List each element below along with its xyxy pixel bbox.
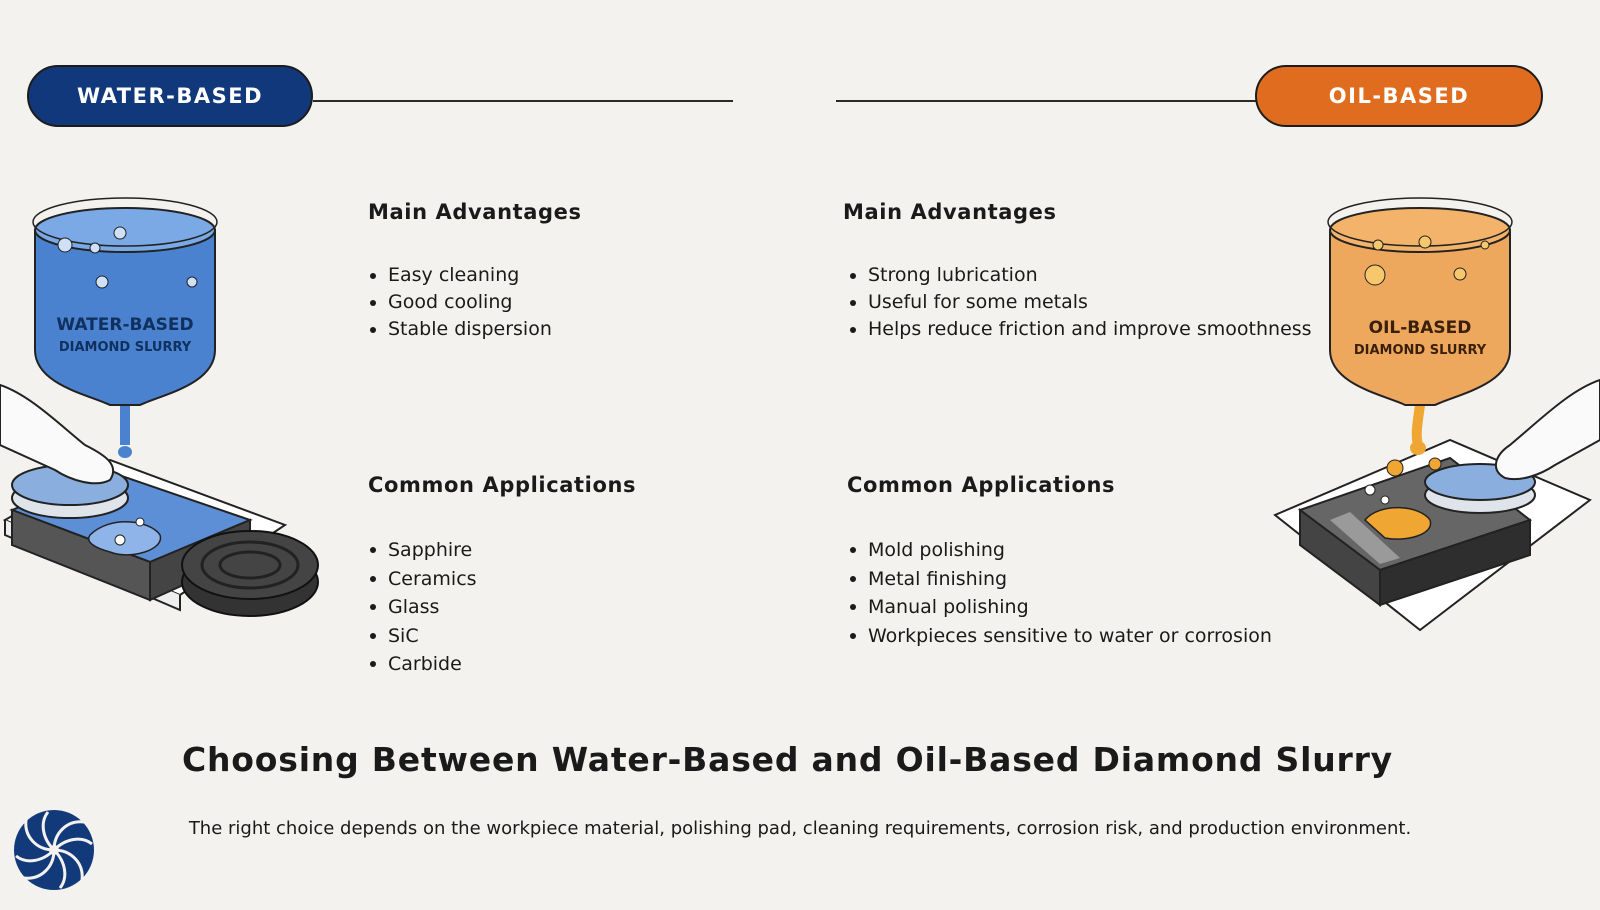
list-item: Ceramics [368,565,477,594]
list-item: Good cooling [368,289,552,316]
list-item: Sapphire [368,536,477,565]
list-item: Glass [368,593,477,622]
list-item: Carbide [368,650,477,679]
list-item: Workpieces sensitive to water or corrosion [848,622,1272,651]
header-divider-right [836,100,1256,102]
list-item: Manual polishing [848,593,1272,622]
page-title: Choosing Between Water-Based and Oil-Based Diamond Slurry [182,740,1393,779]
oil-advantages-heading: Main Advantages [843,200,1057,224]
oil-based-badge: OIL-BASED [1255,65,1543,127]
water-slurry-illustration-icon [0,190,330,650]
header-divider-left [313,100,733,102]
list-item: Helps reduce friction and improve smoothness [848,316,1312,343]
water-beaker-sublabel: DIAMOND SLURRY [58,340,192,355]
water-applications-heading: Common Applications [368,473,637,497]
list-item: SiC [368,622,477,651]
water-advantages-list [368,262,552,343]
oil-beaker-label: OIL-BASED [1368,318,1472,338]
oil-advantages-list [848,262,1312,343]
water-beaker-label: WATER-BASED [56,315,194,335]
oil-beaker-sublabel: DIAMOND SLURRY [1353,343,1487,358]
list-item: Metal finishing [848,565,1272,594]
oil-applications-list [848,536,1272,650]
list-item: Easy cleaning [368,262,552,289]
list-item: Useful for some metals [848,289,1312,316]
water-applications-list [368,536,477,679]
oil-slurry-illustration-icon [1270,190,1600,650]
list-item: Stable dispersion [368,316,552,343]
water-advantages-heading: Main Advantages [368,200,582,224]
oil-applications-heading: Common Applications [847,473,1116,497]
swirl-logo-icon [12,808,96,892]
list-item: Strong lubrication [848,262,1312,289]
list-item: Mold polishing [848,536,1272,565]
water-based-badge: WATER-BASED [27,65,313,127]
page-subtitle: The right choice depends on the workpiece material, polishing pad, cleaning requirements, corrosion risk, and production environment. [188,818,1412,839]
